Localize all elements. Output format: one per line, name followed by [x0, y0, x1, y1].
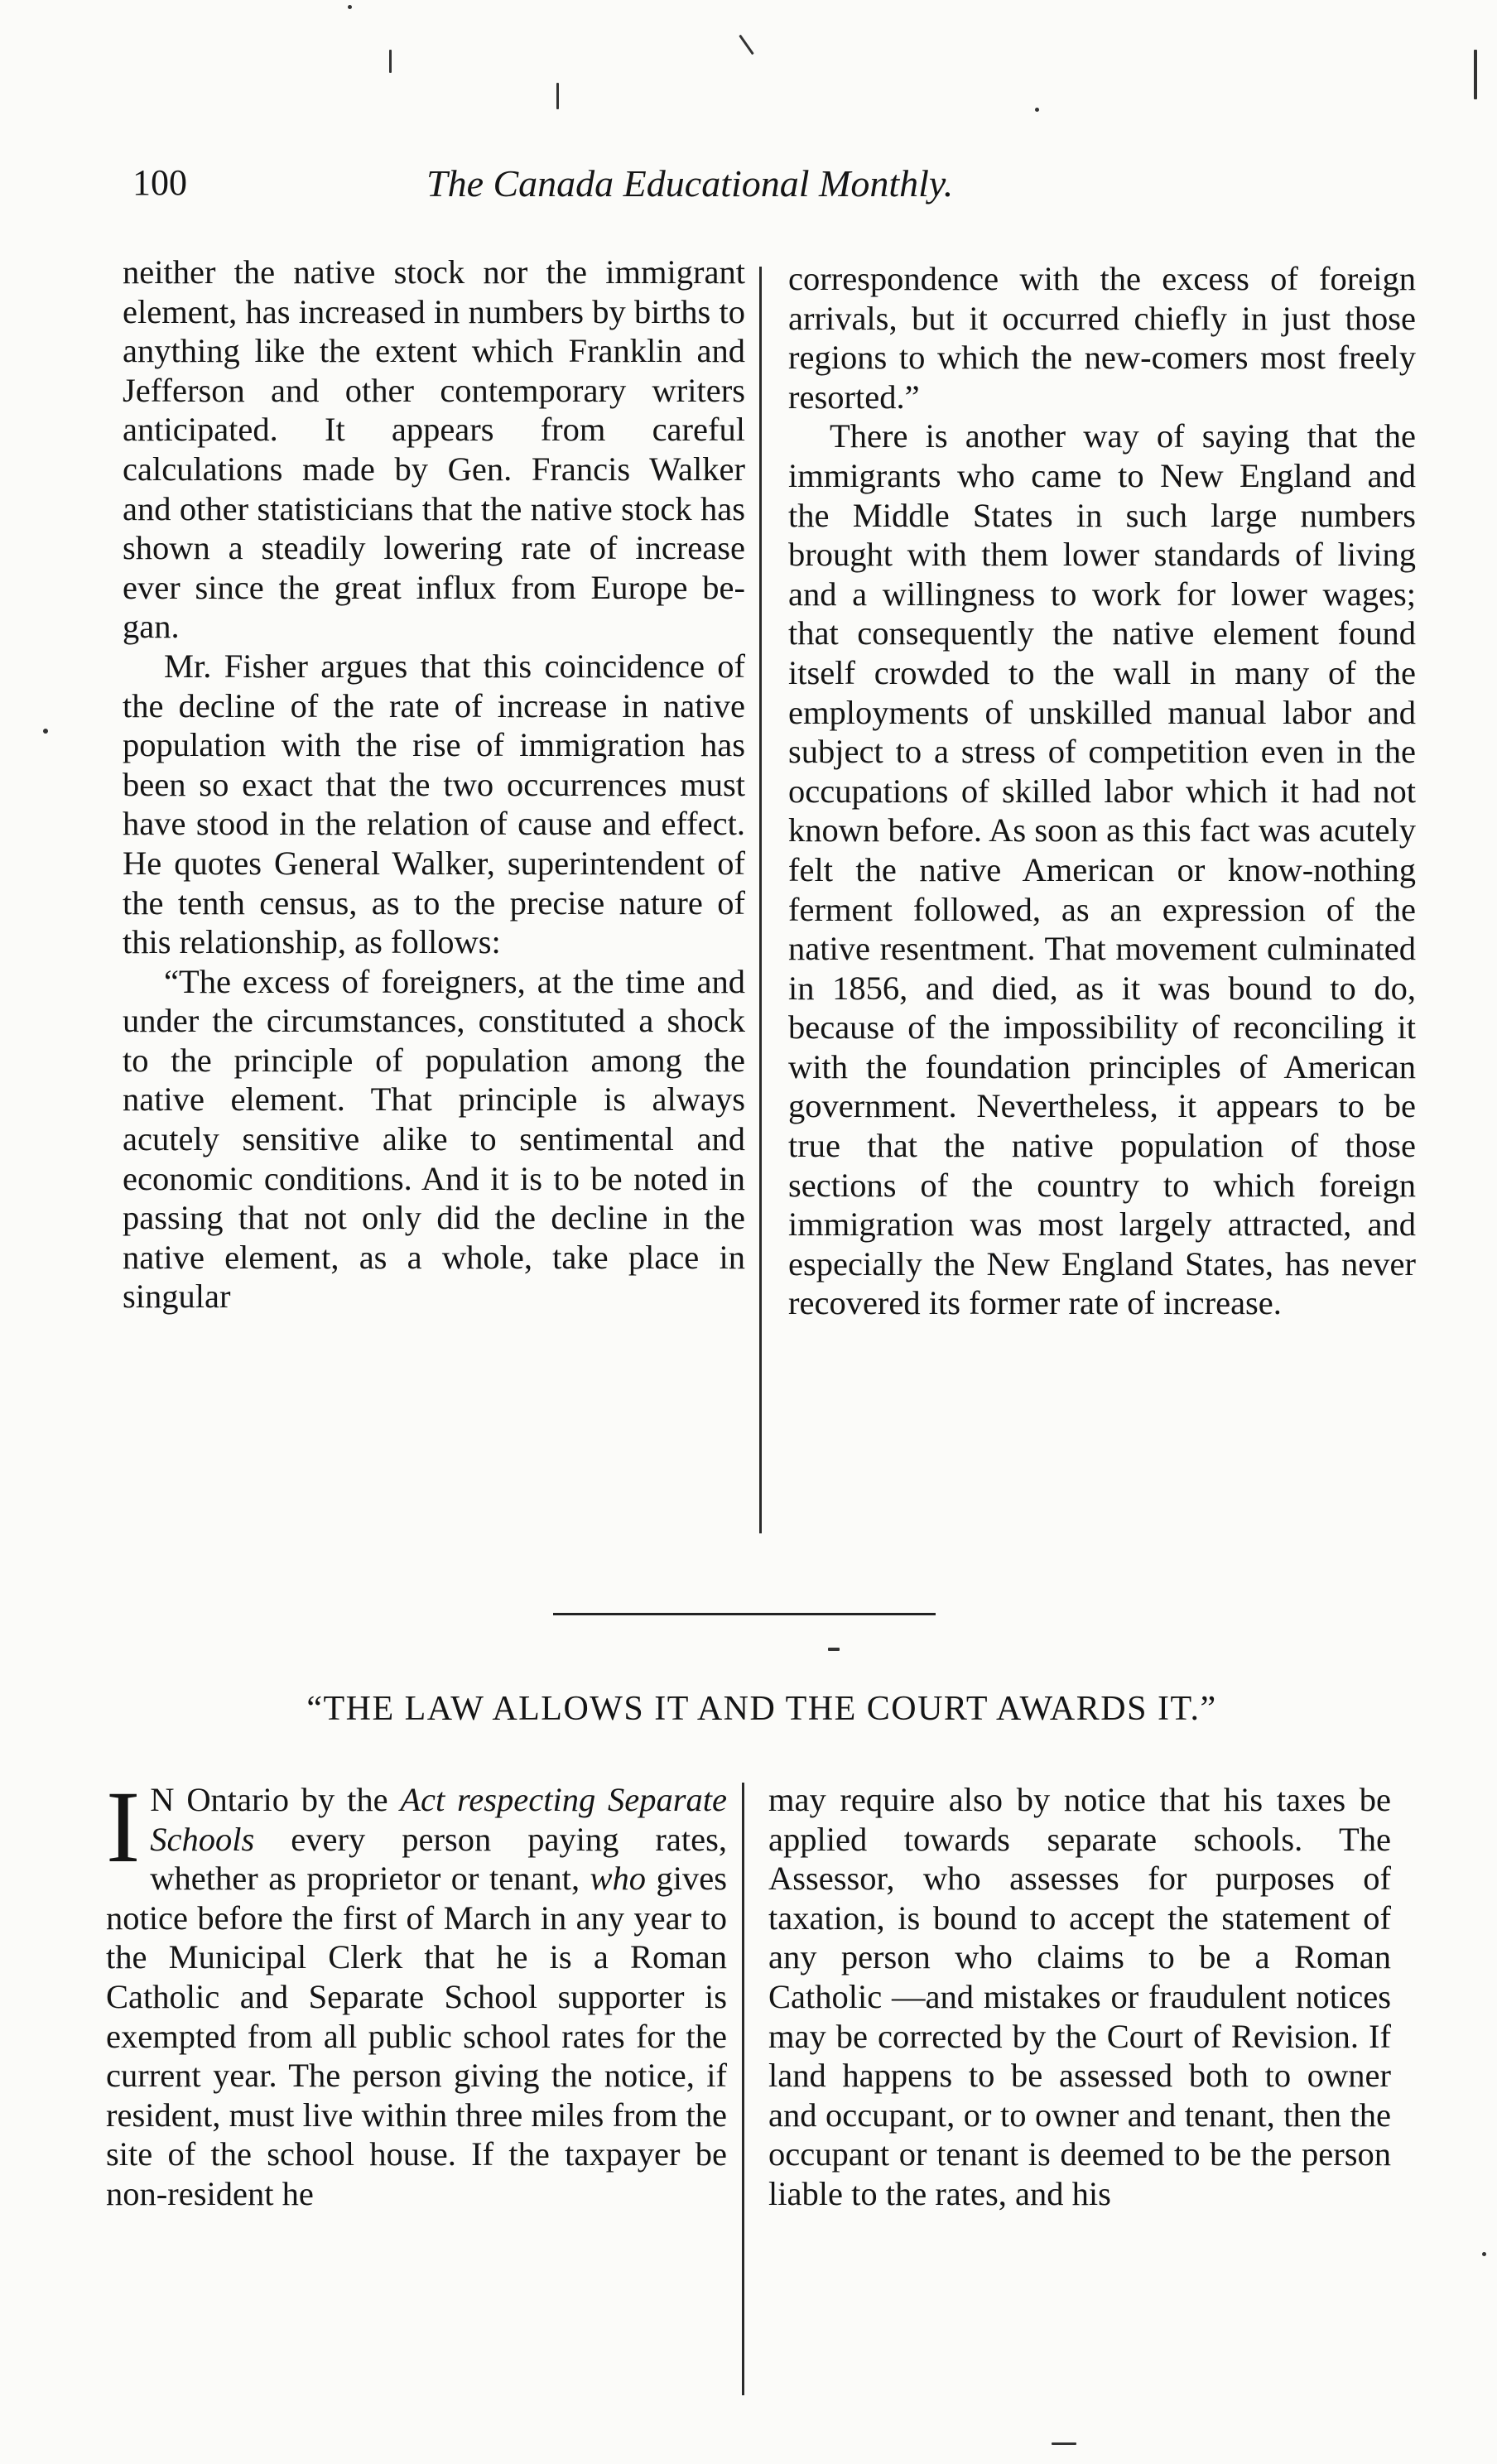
scan-speck: [1035, 108, 1039, 112]
scan-speck: [43, 729, 48, 734]
emphasis-text: who: [590, 1860, 647, 1898]
quotation-paragraph: “The excess of foreigners, at the time and under the circumstances, constituted a shock to the principle of population among the native element. That principle is always acutely sensitive alike to sentimental and economic conditions. And it is to be noted in passing that not only did the decline in the native element, as a whole, take place in singular: [123, 962, 745, 1316]
scan-speck: [739, 35, 754, 55]
page-number: 100: [132, 162, 187, 203]
column-divider: [742, 1783, 744, 2395]
scan-speck: [389, 50, 392, 73]
scan-speck: [556, 83, 559, 109]
article-one-right-column: [788, 259, 1416, 1323]
paragraph: may require also by notice that his taxes be applied towards separate schools. The Assessor, who assesses for purposes of taxation, is bound to accept the statement of any person who claims to be a Roman Catholic —and mistakes or fraudulent notices may be corrected by the Court of Revision. If land happens to be assessed both to owner and occupant, or to owner and tenant, then the occupant or tenant is deemed to be the person liable to the rates, and his: [768, 1781, 1391, 2212]
running-title: The Canada Educational Monthly.: [426, 162, 954, 205]
paragraph: neither the native stock nor the immigrant element, has increased in numbers by births to anything like the extent which Franklin and Jefferson and other contemporary writers anticipated. It appears from careful calculations made by Gen. Francis Walker and other statisticians that the native stock has shown a steadily lowering rate of increase ever since the great influx from Europe began.: [123, 253, 745, 646]
act-title: Act respecting Separate Schools: [150, 1781, 727, 1858]
scan-speck: [1052, 2442, 1076, 2445]
section-rule: [553, 1613, 936, 1615]
article-one-left-column: [123, 253, 745, 1316]
paragraph: [106, 1770, 727, 2214]
page-header: [132, 161, 1118, 219]
column-divider: [759, 267, 762, 1533]
scan-speck: [348, 5, 352, 9]
paragraph: correspondence with the excess of foreign arrivals, but it occurred chiefly in just those regions to which the new-comers most freely resorted.”: [788, 260, 1416, 416]
scan-speck: [1482, 2252, 1486, 2256]
body-text: every person paying rates, whether as proprietor or tenant,: [150, 1820, 727, 1898]
body-text: gives notice before the first of March in any year to the Municipal Clerk that he is a Roman Catholic and Separate School supporter is exempted from all public school rates for the current year. The person giving the notice, if resident, must live within three miles from the site of the school house. If the taxpayer be non-resident he: [106, 1860, 727, 2212]
scan-speck: [828, 1648, 840, 1651]
article-two-right-column: [768, 1780, 1391, 2214]
paragraph: There is another way of saying that the immigrants who came to New England and the Middle States in such large numbers brought with them lower standards of living and a willingness to work for lower wages; that consequently the native element found itself crowded to the wall in many of the employments of unskilled manual labor and subject to a stress of competition even in the occupations of skilled labor which it had not known before. As soon as this fact was acutely felt the native American or know-nothing ferment followed, as an expression of the native resentment. That movement culminated in 1856, and died, as it was bound to do, because of the impossibility of reconciling it with the foundation principles of American government. Nevertheless, it appears to be true that the native population of those sections of the country to which foreign immigration was most largely attracted, and especially the New England States, has never recovered its former rate of increase.: [788, 417, 1416, 1322]
drop-cap: I: [106, 1770, 141, 1884]
scan-speck: [1474, 50, 1477, 99]
lead-text: N Ontario by the: [150, 1781, 401, 1818]
article-title: “THE LAW ALLOWS IT AND THE COURT AWARDS IT.”: [306, 1690, 1217, 1728]
paragraph: Mr. Fisher argues that this coincidence of the decline of the rate of increase in native population with the rise of immigration has been so exact that the two occurrences must have stood in the relation of cause and effect. He quotes General Walker, superintendent of the tenth census, as to the precise nature of this relationship, as follows:: [123, 647, 745, 961]
article-two-left-column: [106, 1770, 727, 2214]
